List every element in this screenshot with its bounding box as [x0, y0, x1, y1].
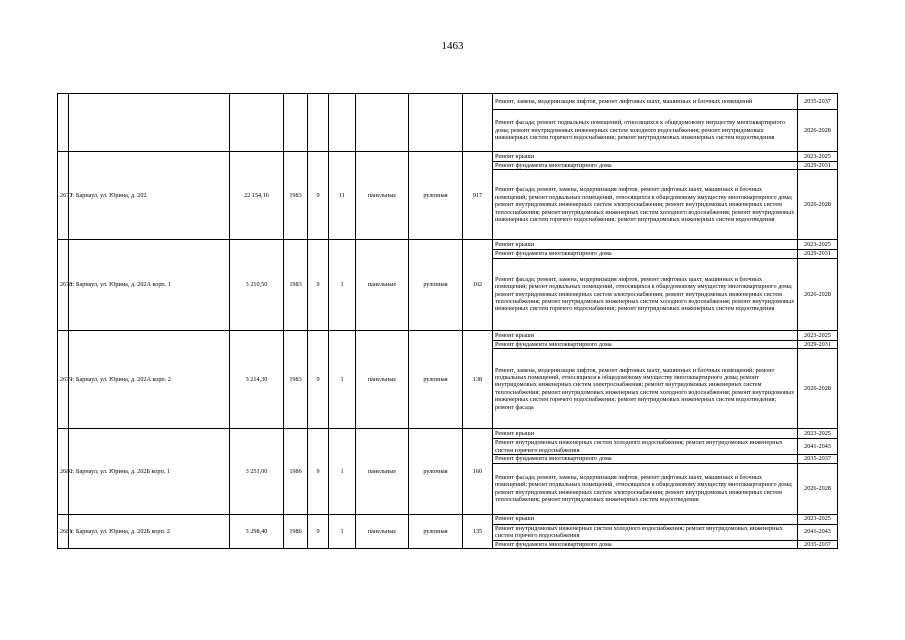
work-period: 2041-2043: [798, 524, 838, 540]
house-roof-type: рулонная: [409, 152, 463, 240]
house-number: 2681: [58, 514, 69, 548]
house-number: 2680: [58, 429, 69, 514]
table-body: [58, 94, 838, 549]
page-number: 1463: [441, 40, 464, 52]
house-year: 1983: [284, 330, 308, 428]
house-apartments: 135: [463, 514, 493, 548]
work-description: Ремонт фундамента многоквартирного дома: [493, 455, 798, 463]
work-description: Ремонт крыши: [493, 240, 798, 250]
work-period: 2035-2037: [798, 94, 838, 110]
work-period: 2023-2025: [798, 514, 838, 524]
house-year: [284, 94, 308, 152]
house-number: 2677: [58, 152, 69, 240]
house-number: 2678: [58, 240, 69, 330]
house-apartments: 138: [463, 330, 493, 428]
house-apartments: 162: [463, 240, 493, 330]
work-period: 2026-2028: [798, 349, 838, 429]
house-number: 2679: [58, 330, 69, 428]
work-period: 2023-2025: [798, 330, 838, 340]
work-description: Ремонт, замена, модернизация лифтов, ремонт лифтовых шахт, машинных и блочных помещений: [493, 94, 798, 110]
capital-repair-table: [57, 93, 838, 549]
house-wall-material: [356, 94, 409, 152]
work-period: 2029-2031: [798, 162, 838, 170]
house-entrances: 1: [329, 330, 356, 428]
work-period: 2029-2031: [798, 250, 838, 258]
house-year: 1986: [284, 429, 308, 514]
house-floors: 9: [308, 514, 329, 548]
house-roof-type: рулонная: [409, 330, 463, 428]
table-row: [58, 514, 838, 524]
house-area: 3 251,00: [230, 429, 284, 514]
work-period: 2026-2028: [798, 258, 838, 330]
house-address: г. Барнаул, ул. Юрина, д. 202: [69, 152, 230, 240]
house-entrances: 1: [329, 514, 356, 548]
house-wall-material: панельные: [356, 240, 409, 330]
house-wall-material: панельные: [356, 514, 409, 548]
house-area: 3 214,30: [230, 330, 284, 428]
house-wall-material: панельные: [356, 152, 409, 240]
work-period: 2026-2028: [798, 170, 838, 240]
house-apartments: 160: [463, 429, 493, 514]
work-period: 2035-2037: [798, 540, 838, 548]
work-period: 2023-2025: [798, 429, 838, 439]
table-row: [58, 330, 838, 340]
house-entrances: 1: [329, 429, 356, 514]
house-area: 22 154,16: [230, 152, 284, 240]
house-roof-type: рулонная: [409, 429, 463, 514]
table-row: [58, 94, 838, 110]
house-area: [230, 94, 284, 152]
house-year: 1983: [284, 152, 308, 240]
table-row: [58, 152, 838, 162]
house-entrances: 1: [329, 240, 356, 330]
work-description: Ремонт фундамента многоквартирного дома: [493, 340, 798, 348]
house-roof-type: рулонная: [409, 514, 463, 548]
house-floors: 9: [308, 240, 329, 330]
house-year: 1983: [284, 240, 308, 330]
house-floors: 9: [308, 152, 329, 240]
house-area: 3 210,50: [230, 240, 284, 330]
work-description: Ремонт внутридомовых инженерных систем холодного водоснабжения; ремонт внутридомовых инженерных систем горячего водоснабжения: [493, 524, 798, 540]
work-period: 2026-2028: [798, 110, 838, 152]
work-description: Ремонт крыши: [493, 330, 798, 340]
work-description: Ремонт фундамента многоквартирного дома: [493, 250, 798, 258]
house-wall-material: панельные: [356, 330, 409, 428]
house-address: г. Барнаул, ул. Юрина, д. 202Б корп. 1: [69, 429, 230, 514]
work-description: Ремонт крыши: [493, 152, 798, 162]
house-apartments: [463, 94, 493, 152]
house-number: [58, 94, 69, 152]
table-row: [58, 429, 838, 439]
house-wall-material: панельные: [356, 429, 409, 514]
work-description: Ремонт фасада; ремонт, замена, модернизация лифтов, ремонт лифтовых шахт, машинных и блочных помещений; ремонт подвальных помещений, относящихся к общедомовому имуществу многоквартирного дома; ремонт внутридомовых инженерных систем электроснабжения; ремонт внутридомовых инженерных систем теплоснабжения; ремонт внутридомовых инженерных систем холодного водоснабжения; ремонт внутридомовых инженерных систем горячего водоснабжения; ремонт внутридомовых инженерных систем водоотведения: [493, 170, 798, 240]
house-entrances: [329, 94, 356, 152]
house-address: г. Барнаул, ул. Юрина, д. 202А корп. 1: [69, 240, 230, 330]
work-period: 2029-2031: [798, 340, 838, 348]
work-description: Ремонт, замена, модернизация лифтов, ремонт лифтовых шахт, машинных и блочных помещений; ремонт подвальных помещений, относящихся к общедомовому имуществу многоквартирного дома; ремонт внутридомовых инженерных систем электроснабжения; ремонт внутридомовых инженерных систем теплоснабжения; ремонт внутридомовых инженерных систем холодного водоснабжения; ремонт внутридомовых инженерных систем горячего водоснабжения; ремонт внутридомовых инженерных систем водоотведения; ремонт фасада: [493, 349, 798, 429]
work-period: 2041-2043: [798, 439, 838, 455]
work-description: Ремонт внутридомовых инженерных систем холодного водоснабжения; ремонт внутридомовых инженерных систем горячего водоснабжения: [493, 439, 798, 455]
work-description: Ремонт крыши: [493, 429, 798, 439]
house-floors: 9: [308, 330, 329, 428]
work-period: 2026-2028: [798, 463, 838, 514]
work-description: Ремонт фундамента многоквартирного дома: [493, 540, 798, 548]
work-description: Ремонт крыши: [493, 514, 798, 524]
work-description: Ремонт фасада; ремонт, замена, модернизация лифтов, ремонт лифтовых шахт, машинных и блочных помещений; ремонт подвальных помещений, относящихся к общедомовому имуществу многоквартирного дома; ремонт внутридомовых инженерных систем электроснабжения; ремонт внутридомовых инженерных систем теплоснабжения; ремонт внутридомовых инженерных систем холодного водоснабжения; ремонт внутридомовых инженерных систем горячего водоснабжения; ремонт внутридомовых инженерных систем водоотведения: [493, 258, 798, 330]
house-address: г. Барнаул, ул. Юрина, д. 202А корп. 2: [69, 330, 230, 428]
table-row: [58, 240, 838, 250]
house-roof-type: рулонная: [409, 240, 463, 330]
work-description: Ремонт фасада; ремонт подвальных помещений, относящихся к общедомовому имуществу многоквартирного дома; ремонт внутридомовых инженерных систем холодного водоснабжения; ремонт внутридомовых инженерных систем горячего водоснабжения; ремонт внутридомовых инженерных систем водоотведения: [493, 110, 798, 152]
house-floors: [308, 94, 329, 152]
house-area: 3 298,40: [230, 514, 284, 548]
work-description: Ремонт фасада; ремонт, замена, модернизация лифтов, ремонт лифтовых шахт, машинных и блочных помещений; ремонт подвальных помещений, относящихся к общедомовому имуществу многоквартирного дома; ремонт внутридомовых инженерных систем электроснабжения; ремонт внутридомовых инженерных систем теплоснабжения; ремонт внутридомовых инженерных систем водоотведения: [493, 463, 798, 514]
work-period: 2035-2037: [798, 455, 838, 463]
house-year: 1986: [284, 514, 308, 548]
house-entrances: 11: [329, 152, 356, 240]
work-description: Ремонт фундамента многоквартирного дома: [493, 162, 798, 170]
house-address: г. Барнаул, ул. Юрина, д. 202Б корп. 2: [69, 514, 230, 548]
work-period: 2023-2025: [798, 240, 838, 250]
house-apartments: 917: [463, 152, 493, 240]
house-roof-type: [409, 94, 463, 152]
work-period: 2023-2025: [798, 152, 838, 162]
house-floors: 9: [308, 429, 329, 514]
house-address: [69, 94, 230, 152]
